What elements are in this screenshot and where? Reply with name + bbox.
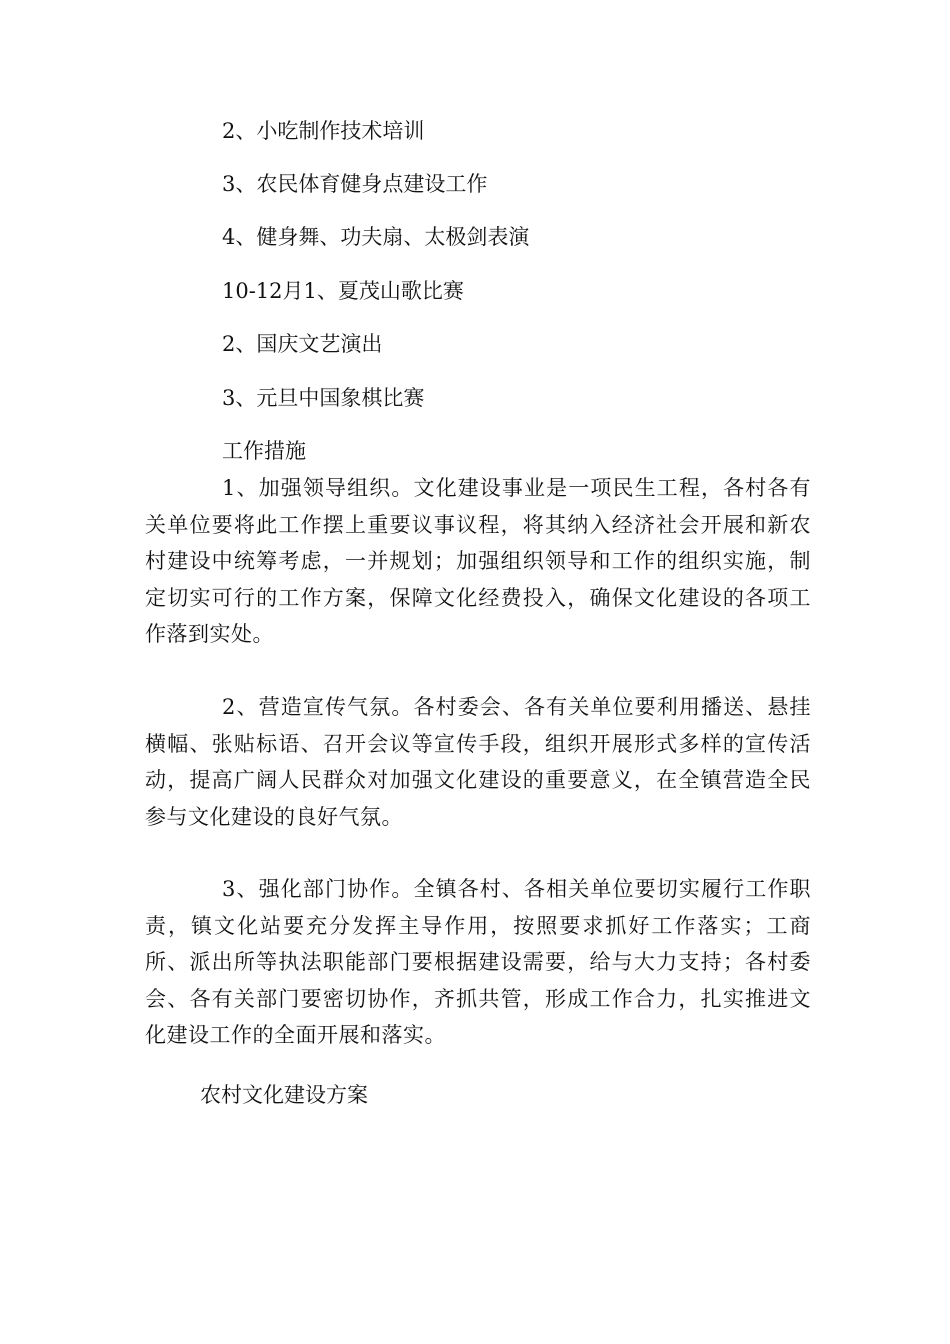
paragraph-leadership: 1、加强领导组织。文化建设事业是一项民生工程，各村各有关单位要将此工作摆上重要议事议程，将其纳入经济社会开展和新农村建设中统筹考虑，一并规划；加强组织领导和工作的组织实施，制定切实可行的工作方案，保障文化经费投入，确保文化建设的各项工作落到实处。	[145, 476, 811, 647]
list-item-fitness-points: 3、农民体育健身点建设工作	[222, 172, 488, 196]
list-item-dance-performance: 4、健身舞、功夫扇、太极剑表演	[222, 225, 530, 249]
list-item-snack-training: 2、小吃制作技术培训	[222, 119, 425, 143]
section-heading: 工作措施	[222, 439, 306, 463]
paragraph-publicity: 2、营造宣传气氛。各村委会、各有关单位要利用播送、悬挂横幅、张贴标语、召开会议等宣传手段，组织开展形式多样的宣传活动，提高广阔人民群众对加强文化建设的重要意义，在全镇营造全民参与文化建设的良好气氛。	[145, 695, 811, 829]
list-item-chess-contest: 3、元旦中国象棋比赛	[222, 386, 425, 410]
next-document-title: 农村文化建设方案	[200, 1083, 368, 1107]
paragraph-coordination: 3、强化部门协作。全镇各村、各相关单位要切实履行工作职责，镇文化站要充分发挥主导作用，按照要求抓好工作落实；工商所、派出所等执法职能部门要根据建设需要，给与大力支持；各村委会、各有关部门要密切协作，齐抓共管，形成工作合力，扎实推进文化建设工作的全面开展和落实。	[145, 877, 811, 1048]
list-item-national-day-show: 2、国庆文艺演出	[222, 332, 383, 356]
list-item-folk-song-contest: 10-12月1、夏茂山歌比赛	[222, 279, 464, 303]
